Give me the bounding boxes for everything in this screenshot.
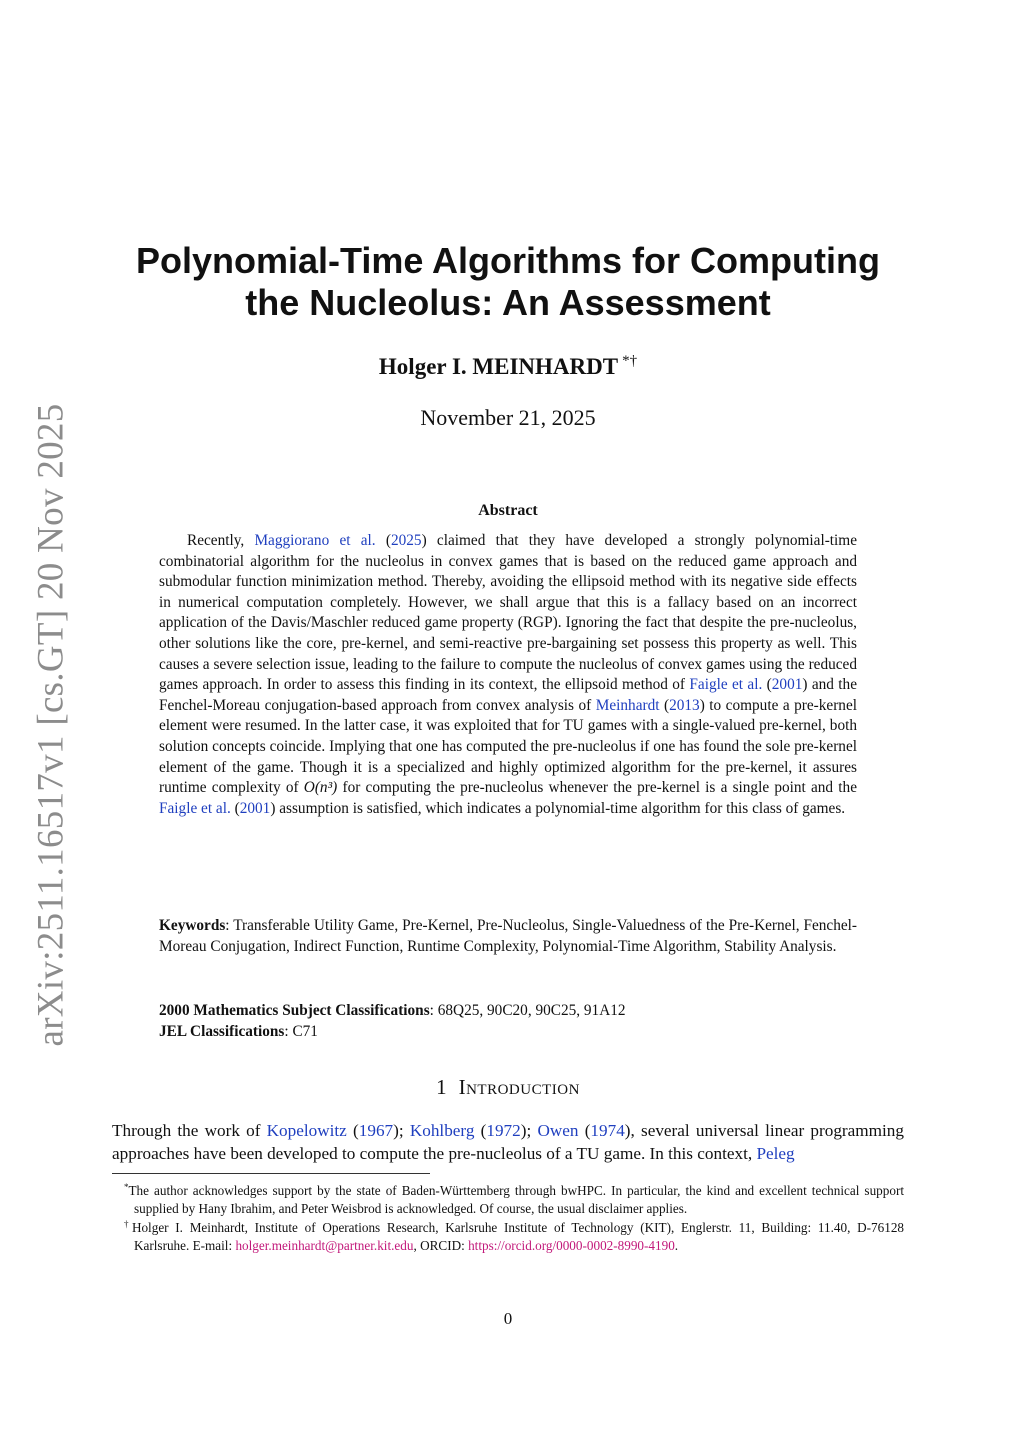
section-title: Introduction [458,1075,580,1099]
citation-link-kohlberg[interactable]: Kohlberg [409,1121,475,1140]
page-number: 0 [503,1309,513,1328]
abstract-body: Recently, Maggiorano et al. (2025) claimed that they have developed a strongly polynomial-time combinatorial algorithm for the nucleolus in convex games that is based on the reduced game approach and submodular function minimization method. Thereby, avoiding the ellipsoid method with its negative side effects in numerical computation completely. However, we shall argue that this is a fallacy based on an incorrect application of the Davis/Maschler reduced game property (RGP). Ignoring the fact that despite the pre-nucleolus, other solutions like the core, pre-kernel, and semi-reactive pre-bargaining set possess this property as well. This causes a severe selection issue, leading to the failure to compute the nucleolus of convex games using the reduced games approach. In order to assess this finding in its context, the ellipsoid method of Faigle et al. (2001) and the Fenchel-Moreau conjugation-based approach from convex analysis of Meinhardt (2013) to compute a pre-kernel element were resumed. In the latter case, it was exploited that for TU games with a single-valued pre-kernel, both solution concepts coincide. Implying that one has computed the pre-nucleolus if one has found the sole pre-kernel element of the game. Though it is a specialized and highly optimized algorithm for the pre-kernel, it assures runtime complexity of O(n³) for computing the pre-nucleolus whenever the pre-kernel is a single point and the Faigle et al. (2001) assumption is satisfied, which indicates a polynomial-time algorithm for this class of games. [159,532,857,817]
footnote-acknowledgment [112,1178,904,1218]
citation-year-link-meinhardt[interactable]: 2013 [669,696,700,714]
citation-year-link-maggiorano[interactable]: 2025 [390,532,422,549]
arxiv-identifier-stamp: arXiv:2511.16517v1 [cs.GT] 20 Nov 2025 [30,403,72,1047]
author-email-link[interactable]: holger.meinhardt@partner.kit.edu [235,1238,414,1253]
complexity-formula: O(n³) [303,779,338,797]
author-footnote-marks[interactable]: *† [622,353,638,369]
paper-title-line-2: the Nucleolus: An Assessment [245,282,771,323]
orcid-link[interactable]: https://orcid.org/0000-0002-8990-4190 [468,1238,675,1253]
citation-link-faigle[interactable]: Faigle et al. [689,676,763,694]
jel-label: JEL Classifications [159,1023,285,1040]
keywords-label: Keywords [159,917,226,934]
citation-year-link-kohlberg[interactable]: 1972 [486,1121,521,1140]
abstract-heading: Abstract [478,502,538,519]
publication-date: November 21, 2025 [420,405,596,430]
citation-link-peleg[interactable]: Peleg [756,1144,795,1163]
citation-year-link-faigle[interactable]: 2001 [771,676,803,694]
msc-label: 2000 Mathematics Subject Classifications [159,1002,430,1019]
author-name: Holger I. MEINHARDT [378,354,619,379]
author-line [112,353,904,380]
section-heading-introduction [112,1075,904,1100]
citation-year-link-kopelowitz[interactable]: 1967 [358,1121,394,1140]
paper-title [112,240,904,324]
msc-classification [159,1001,857,1022]
keywords-text: : Transferable Utility Game, Pre-Kernel, Pre-Nucleolus, Single-Valuedness of the Pre-Kernel, Fenchel-Moreau Conjugation, Indirect Function, Runtime Complexity, Polynomial-Time Algorithm, Stability Analysis. [159,917,857,955]
citation-year-link-faigle-2[interactable]: 2001 [239,799,271,817]
keywords-paragraph [159,916,857,957]
section-number: 1 [436,1075,448,1099]
footnote-mark-2: † [124,1219,132,1229]
citation-link-faigle-2[interactable]: Faigle et al. [159,799,231,817]
introduction-paragraph: Through the work of Kopelowitz (1967); Kohlberg (1972); Owen (1974), several universal linear programming approaches have been developed to compute the pre-nucleolus of a TU game. In this context, Peleg [112,1121,904,1163]
citation-link-kopelowitz[interactable]: Kopelowitz [266,1121,347,1140]
footnote-divider [112,1173,430,1174]
footnote-affiliation: †Holger I. Meinhardt, Institute of Operations Research, Karlsruhe Institute of Technology (KIT), Englerstr. 11, Building: 11.40, D-76128 Karlsruhe. E-mail: holger.meinhardt@partner.kit.edu, ORCID: https://orcid.org/0000-0002-8990-4190. [124,1219,905,1253]
jel-value: : C71 [284,1023,318,1040]
citation-link-maggiorano[interactable]: Maggiorano et al. [254,532,376,549]
footnote-1-text: The author acknowledges support by the state of Baden-Württemberg through bwHPC. In particular, the kind and excellent technical support supplied by Hany Ibrahim, and Peter Weisbrod is acknowledged. Of course, the usual disclaimer applies. [128,1183,904,1216]
jel-classification [159,1022,857,1043]
citation-link-owen[interactable]: Owen [537,1121,579,1140]
footnote-mark-1: * [124,1182,129,1192]
paper-title-line-1: Polynomial-Time Algorithms for Computing [135,240,880,281]
msc-value: : 68Q25, 90C20, 90C25, 91A12 [429,1002,626,1019]
citation-year-link-owen[interactable]: 1974 [590,1121,625,1140]
citation-link-meinhardt[interactable]: Meinhardt [595,696,660,714]
